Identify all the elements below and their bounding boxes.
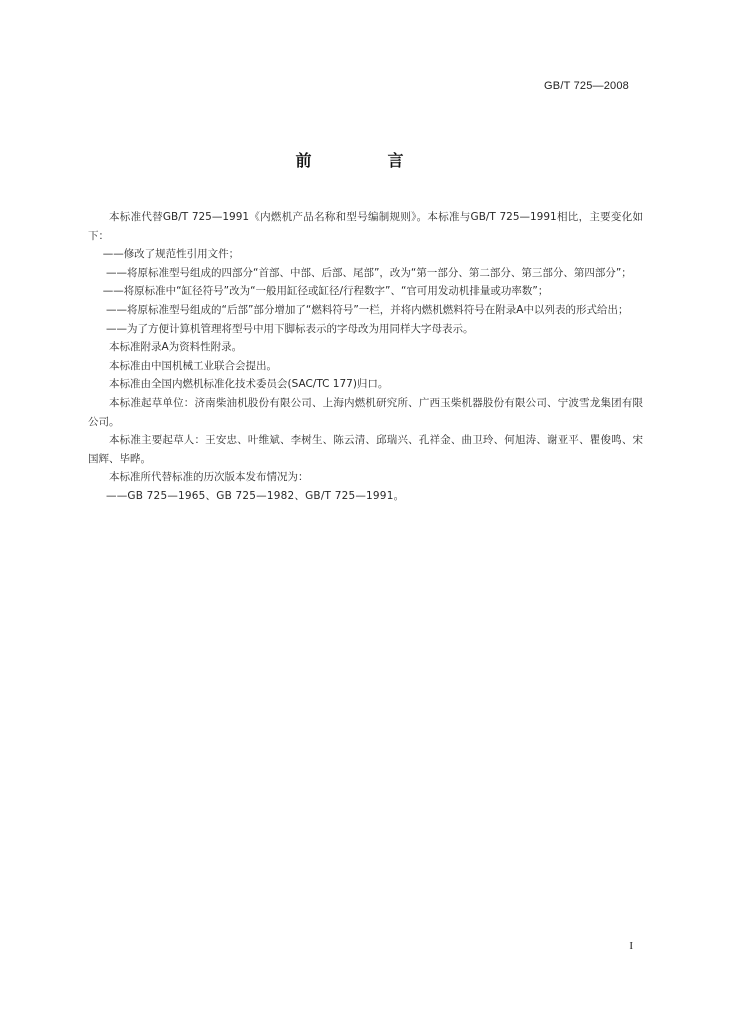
page-number: I	[629, 940, 633, 952]
changes-list	[88, 245, 643, 338]
drafters: 本标准主要起草人：王安忠、叶维斌、李树生、陈云清、邱瑞兴、孔祥金、曲卫玲、何旭涛、谢亚平、瞿俊鸣、宋国辉、毕晔。	[88, 434, 643, 465]
page-title: 前 言	[295, 151, 434, 170]
change-item-1: ——修改了规范性引用文件；	[102, 248, 240, 261]
change-item-2: ——将原标准型号组成的四部分“首部、中部、后部、尾部”，改为“第一部分、第二部分、第三部分、第四部分”；	[106, 266, 632, 279]
change-item-3: ——将原标准中“缸径符号”改为“一般用缸径或缸径/行程数字”、“官可用发动机排量或功率数”；	[102, 285, 549, 298]
drafting-units: 本标准起草单位：济南柴油机股份有限公司、上海内燃机研究所、广西玉柴机器股份有限公司、宁波雪龙集团有限公司。	[88, 396, 643, 428]
change-item-5: ——为了方便计算机管理将型号中用下脚标表示的字母改为用同样大字母表示。	[106, 322, 474, 335]
intro-paragraph: 本标准代替GB/T 725—1991《内燃机产品名称和型号编制规则》。本标准与GB/T 725—1991相比，主要变化如下：	[88, 211, 643, 242]
document-body	[88, 208, 643, 506]
previous-versions: ——GB 725—1965、GB 725—1982、GB/T 725—1991。	[106, 489, 405, 502]
change-item-4: ——将原标准型号组成的“后部”部分增加了“燃料符号”一栏，并将内燃机燃料符号在附录A中以列表的形式给出；	[106, 303, 629, 316]
appendix-note: 本标准附录A为资料性附录。	[109, 341, 243, 354]
previous-versions-intro: 本标准所代替标准的历次版本发布情况为：	[109, 471, 309, 484]
proposed-by: 本标准由中国机械工业联合会提出。	[109, 359, 277, 372]
standard-code: GB/T 725—2008	[544, 80, 629, 92]
managed-by: 本标准由全国内燃机标准化技术委员会(SAC/TC 177)归口。	[109, 378, 389, 391]
